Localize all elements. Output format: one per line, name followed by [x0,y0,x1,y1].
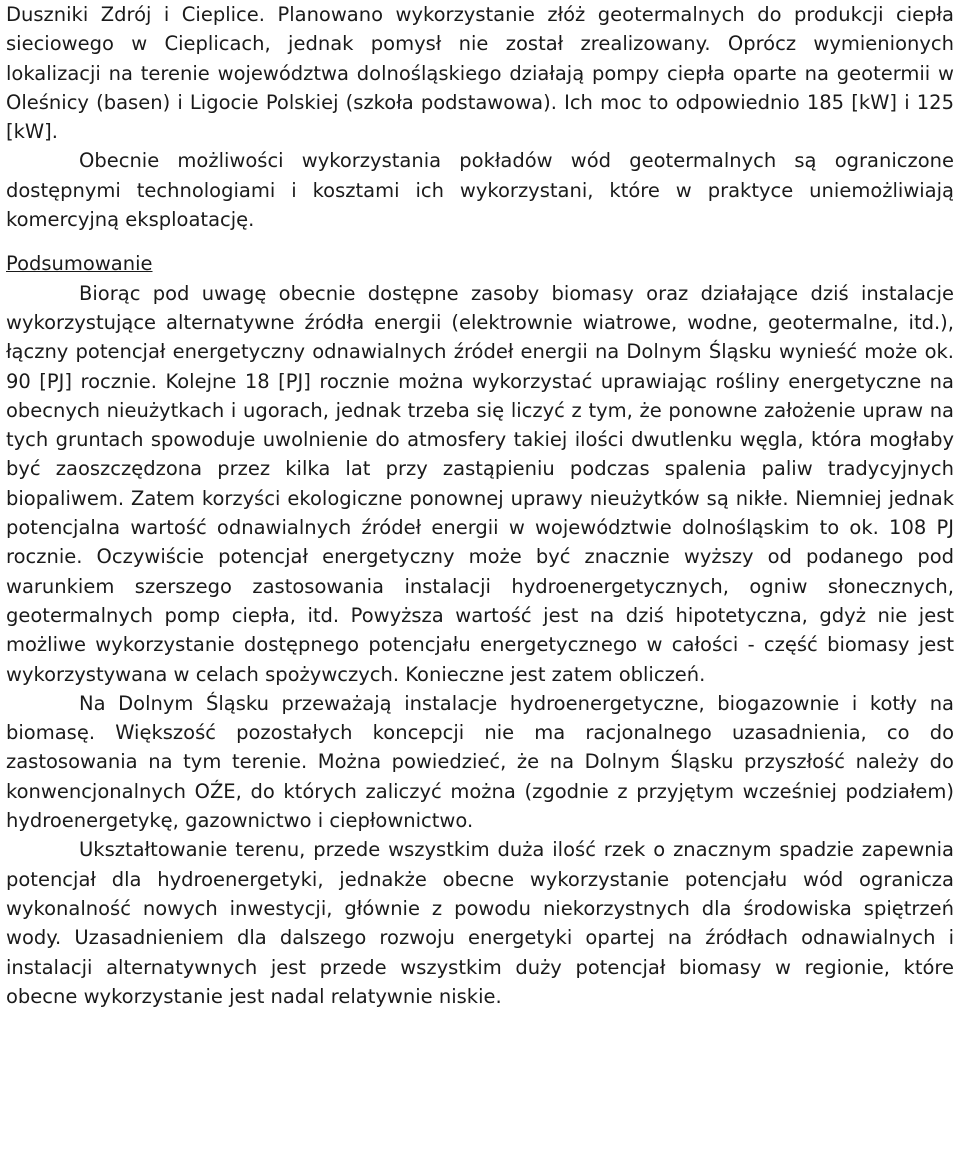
lower-silesia-paragraph [6,689,954,835]
terrain-paragraph [6,835,954,1011]
terrain-hydro-text: Ukształtowanie terenu, przede wszystkim duża ilość rzek o znacznym spadzie zapewnia potencjał dla hydroenergetyki, jednakże obecne wykorzystanie potencjału wód ogranicza wykonalność nowych inwestycji, głównie z powodu niekorzystnych dla środowiska spiętrzeń wody. [6,838,954,950]
summary-regional-value-text: Niemniej jednak potencjalna wartość odnawialnych źródeł energii w województwie dolnośląskim to ok. 108 PJ rocznie. [6,486,954,569]
section-heading: Podsumowanie [6,252,153,276]
summary-energy-crops-text: Kolejne 18 [PJ] rocznie można wykorzystać uprawiając rośliny energetyczne na obecnych nieużytkach i ugorach, jednak trzeba się liczyć z tym, że ponowne założenie upraw na tych gruntach spowoduje uwolnienie do atmosfery takiej ilości dwutlenku węgla, która mogłaby być zaoszczędzona przez kilka lat przy zastąpieniu podczas spalenia paliw tradycyjnych biopaliwem. [6,369,954,510]
lower-silesia-concepts-text: Większość pozostałych koncepcji nie ma racjonalnego uzasadnienia, co do zastosowania na tym terenie. [6,721,955,774]
geothermal-limits-paragraph: Obecnie możliwości wykorzystania pokładów wód geotermalnych są ograniczone dostępnymi technologiami i kosztami ich wykorzystani, które w praktyce uniemożliwiają komercyjną eksploatację. [6,149,954,232]
lower-silesia-installations-text: Na Dolnym Śląsku przeważają instalacje hydroenergetyczne, biogazownie i kotły na biomasę. [6,691,954,745]
summary-potential-text: Biorąc pod uwagę obecnie dostępne zasoby biomasy oraz działające dziś instalacje wykorzystujące alternatywne źródła energii (elektrownie wiatrowe, wodne, geotermalne, itd.), łączny potencjał energetyczny odnawialnych źródeł energii na Dolnym Śląsku wynieść może ok. 90 [PJ] rocznie. [6,281,954,393]
lower-silesia-future-text: Można powiedzieć, że na Dolnym Śląsku przyszłość należy do konwencjonalnych OŹE, do których zaliczyć można (zgodnie z przyjętym wcześniej podziałem) hydroenergetykę, gazownictwo i ciepłownictwo. [6,750,954,833]
summary-ecological-text: Zatem korzyści ekologiczne ponownej uprawy nieużytków są nikłe. [130,486,789,510]
summary-hypothetical-text: Powyższa wartość jest na dziś hipotetyczna, gdyż nie jest możliwe wykorzystanie dostępnego potencjału energetycznego w całości - część biomasy jest wykorzystywana w celach spożywczych. Konieczne jest zatem obliczeń. [6,603,954,686]
intro-paragraph [6,0,954,146]
intro-text: Duszniki Zdrój i Cieplice. Planowano wykorzystanie złóż geotermalnych do produkcji ciepła sieciowego w Cieplicach, jednak pomysł nie został zrealizowany. Oprócz wymienionych lokalizacji na terenie województwa dolnośląskiego działają pompy ciepła oparte na geotermii w Oleśnicy (basen) i Ligocie Polskiej (szkoła podstawowa). [6,3,954,114]
summary-higher-potential-text: Oczywiście potencjał energetyczny może być znacznie wyższy od podanego pod warunkiem szerszego zastosowania instalacji hydroenergetycznych, ogniw słonecznych, geotermalnych pomp ciepła, itd. [6,545,955,627]
summary-paragraph [6,279,954,689]
heat-pump-power-text: Ich moc to odpowiednio 185 [kW] i 125 [kW]. [6,90,954,144]
terrain-biomass-text: Uzasadnieniem dla dalszego rozwoju energetyki opartej na źródłach odnawialnych i instalacji alternatywnych jest przede wszystkim duży potencjał biomasy w regionie, które obecne wykorzystanie jest nadal relatywnie niskie. [6,926,954,1008]
